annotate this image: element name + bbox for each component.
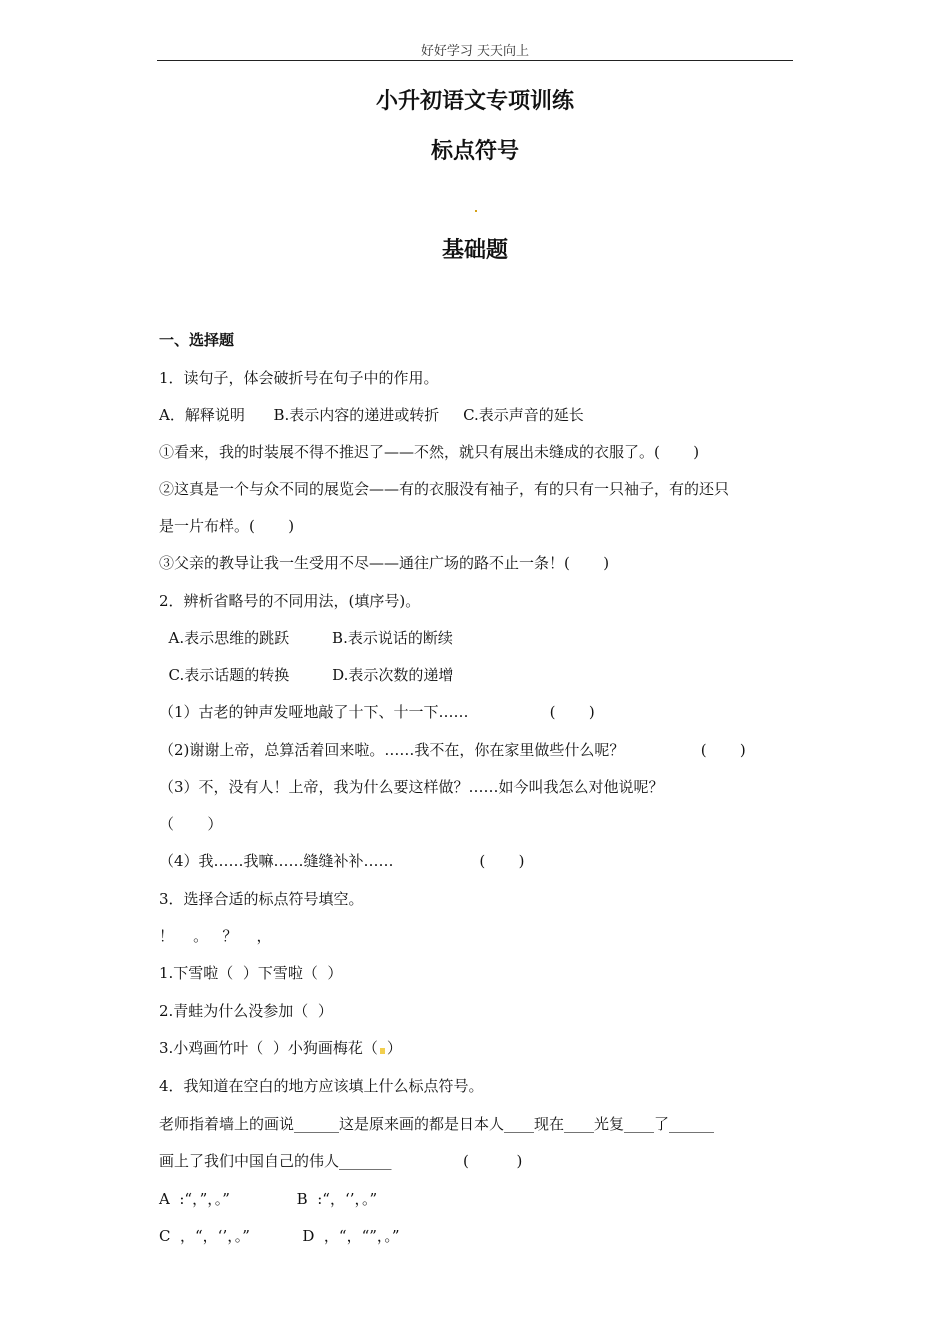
header-divider [157, 60, 793, 61]
q3-line-1: 1.下雪啦（ ）下雪啦（ ） [159, 964, 343, 982]
q3-line-2: 2.青蛙为什么没参加（ ） [159, 1002, 333, 1020]
q1-sentence-3: ③父亲的教导让我一生受用不尽——通往广场的路不止一条！( ) [159, 554, 610, 572]
q1-stem: 1．读句子，体会破折号在句子中的作用。 [159, 369, 439, 387]
q4-options-ab: A :“，”，。” B :“，‘’，。” [159, 1190, 378, 1208]
page-header: 好好学习 天天向上 [420, 44, 530, 59]
q4-options-cd: C ，“，‘’，。” D ，“，“”，。” [159, 1227, 400, 1245]
q2-item-1: （1）古老的钟声发哑地敲了十下、十一下…… ( ) [159, 703, 595, 721]
section-title: 基础题 [441, 238, 508, 263]
section-heading: 一、选择题 [159, 331, 235, 349]
highlight-mark [380, 1048, 385, 1054]
subtitle: 标点符号 [430, 139, 519, 164]
q2-stem: 2．辨析省略号的不同用法，(填序号)。 [159, 592, 421, 610]
q2-item-4: （4）我……我嘛……缝缝补补…… ( ) [159, 852, 525, 870]
q3-line-3 [159, 1038, 402, 1058]
q1-sentence-2: ②这真是一个与众不同的展览会——有的衣服没有袖子，有的只有一只袖子，有的还只 [159, 480, 730, 498]
q2-item-3: （3）不，没有人！上帝，我为什么要这样做？……如今叫我怎么对他说呢？ [159, 778, 664, 796]
q4-stem: 4．我知道在空白的地方应该填上什么标点符号。 [159, 1077, 484, 1095]
main-title: 小升初语文专项训练 [375, 89, 574, 114]
q2-options-cd: C.表示话题的转换 D.表示次数的递增 [159, 666, 454, 684]
q3-marks: ！ 。 ？ ， [159, 927, 272, 945]
q2-options-ab: A.表示思维的跳跃 B.表示说话的断续 [159, 629, 453, 647]
q3-line-3-close: ） [386, 1039, 402, 1057]
q4-passage-2: 画上了我们中国自己的伟人_______ ( ) [159, 1152, 523, 1170]
q4-passage-1: 老师指着墙上的画说______这是原来画的都是日本人____现在____光复____了______ [159, 1115, 715, 1133]
q1-sentence-2-cont: 是一片布样。( ) [159, 517, 295, 535]
decorative-dot [475, 210, 477, 212]
q2-item-2: （2)谢谢上帝，总算活着回来啦。……我不在，你在家里做些什么呢？ ( ) [159, 741, 746, 759]
q3-stem: 3．选择合适的标点符号填空。 [159, 890, 364, 908]
q2-item-3-cont: （ ） [159, 815, 223, 833]
q1-options: A．解释说明 B.表示内容的递进或转折 C.表示声音的延长 [159, 406, 584, 424]
q3-line-3-text: 3.小鸡画竹叶（ ）小狗画梅花（ [159, 1039, 378, 1057]
q1-sentence-1: ①看来，我的时装展不得不推迟了——不然，就只有展出未缝成的衣服了。( ) [159, 443, 700, 461]
